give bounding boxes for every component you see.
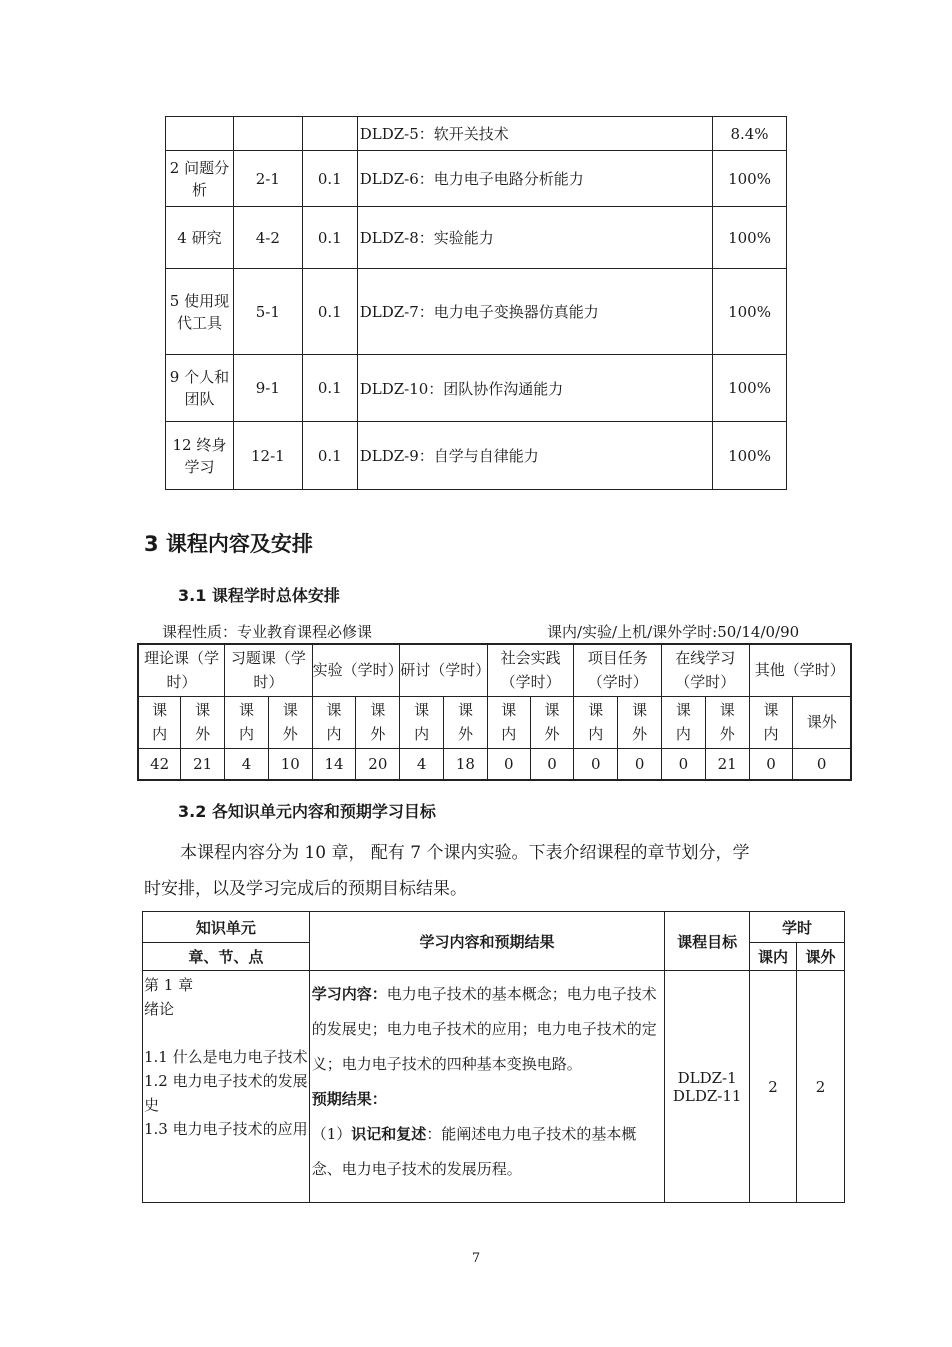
unit-line: 1.2 电力电子技术的发展史: [144, 1072, 308, 1114]
out-class-label: 课外: [705, 696, 749, 748]
goal-line: DLDZ-11: [672, 1086, 742, 1105]
hours-value: 0: [618, 748, 662, 780]
indicator-cell: 4-2: [233, 207, 302, 269]
header-hours: 学时: [750, 912, 845, 943]
hours-value: 0: [487, 748, 530, 780]
category-header: 习题课（学时）: [225, 644, 313, 696]
in-class-label: 课内: [662, 696, 706, 748]
category-header: 研讨（学时）: [400, 644, 488, 696]
table-row: [166, 117, 787, 151]
in-class-label: 课内: [400, 696, 444, 748]
std-cell: 9 个人和团队: [166, 355, 234, 422]
table-row: [166, 355, 787, 422]
requirement-mapping-table: [165, 116, 787, 490]
table-header-row: [143, 912, 845, 943]
indicator-cell: 9-1: [233, 355, 302, 422]
content-label: 学习内容：: [311, 985, 387, 1003]
content-text: 电力电子技术的基本概念；电力电子技术的发展史；电力电子技术的应用；电力电子技术的定义；电力电子技术的四种基本变换电路。: [311, 985, 657, 1073]
goal-cell: [665, 971, 750, 1203]
hours-value: 21: [705, 748, 749, 780]
hours-value: 0: [530, 748, 574, 780]
percent-cell: 8.4%: [713, 117, 787, 151]
category-header: 其他（学时）: [749, 644, 851, 696]
indicator-cell: [233, 117, 302, 151]
content-label: 预期结果：: [311, 1090, 387, 1108]
header-goal: 课程目标: [665, 912, 750, 971]
unit-line: 1.3 电力电子技术的应用: [144, 1120, 308, 1138]
header-in: 课内: [750, 943, 797, 971]
indicator-cell: 12-1: [233, 422, 302, 490]
out-class-label: 课外: [444, 696, 488, 748]
std-cell: 4 研究: [166, 207, 234, 269]
course-nature: 课程性质：专业教育课程必修课: [162, 623, 373, 641]
hours-value: 0: [662, 748, 706, 780]
section-heading: 3 课程内容及安排: [144, 532, 313, 556]
objective-cell: DLDZ-5：软开关技术: [357, 117, 712, 151]
objective-cell: DLDZ-8：实验能力: [357, 207, 712, 269]
hours-out-cell: 2: [797, 971, 845, 1203]
table-row: [166, 207, 787, 269]
table-row: [138, 748, 851, 780]
weight-cell: 0.1: [302, 151, 357, 207]
hours-value: 4: [225, 748, 269, 780]
out-class-label: 课外: [618, 696, 662, 748]
category-header: 在线学习（学时）: [662, 644, 750, 696]
std-cell: 12 终身学习: [166, 422, 234, 490]
paragraph-line: 本课程内容分为 10 章， 配有 7 个课内实验。下表介绍课程的章节划分，学: [180, 843, 750, 863]
hours-value: 21: [181, 748, 225, 780]
header-out: 课外: [797, 943, 845, 971]
unit-line: 绪论: [144, 1000, 175, 1018]
hours-value: 0: [749, 748, 793, 780]
objective-cell: DLDZ-9：自学与自律能力: [357, 422, 712, 490]
goal-line: DLDZ-1: [677, 1068, 737, 1087]
objective-cell: DLDZ-6：电力电子电路分析能力: [357, 151, 712, 207]
table-row: [166, 422, 787, 490]
hours-in-cell: 2: [750, 971, 797, 1203]
unit-line: 1.1 什么是电力电子技术: [144, 1048, 308, 1066]
out-class-label: 课外: [181, 696, 225, 748]
out-class-label: 课外: [793, 696, 851, 748]
objective-cell: DLDZ-10：团队协作沟通能力: [357, 355, 712, 422]
weight-cell: 0.1: [302, 207, 357, 269]
table-row: [166, 269, 787, 355]
out-class-label: 课外: [268, 696, 312, 748]
hours-value: 20: [356, 748, 400, 780]
std-cell: 5 使用现代工具: [166, 269, 234, 355]
weight-cell: 0.1: [302, 422, 357, 490]
weight-cell: 0.1: [302, 355, 357, 422]
content-item-label: 识记和复述: [351, 1125, 427, 1143]
hours-summary: 课内/实验/上机/课外学时:50/14/0/90: [547, 623, 800, 641]
objective-cell: DLDZ-7：电力电子变换器仿真能力: [357, 269, 712, 355]
in-class-label: 课内: [225, 696, 269, 748]
table-header-row: [138, 644, 851, 696]
in-class-label: 课内: [312, 696, 356, 748]
knowledge-unit-table: [142, 911, 845, 1203]
weight-cell: [302, 117, 357, 151]
category-header: 社会实践（学时）: [487, 644, 574, 696]
percent-cell: 100%: [713, 269, 787, 355]
page-number: 7: [471, 1251, 481, 1266]
unit-cell: [143, 971, 310, 1203]
header-unit: 知识单元: [143, 912, 310, 943]
percent-cell: 100%: [713, 422, 787, 490]
table-subheader-row: [138, 696, 851, 748]
in-class-label: 课内: [487, 696, 530, 748]
hours-value: 18: [444, 748, 488, 780]
in-class-label: 课内: [138, 696, 181, 748]
table-row: [166, 151, 787, 207]
hours-value: 10: [268, 748, 312, 780]
subsection-heading-3-2: 3.2 各知识单元内容和预期学习目标: [178, 802, 436, 821]
percent-cell: 100%: [713, 207, 787, 269]
percent-cell: 100%: [713, 151, 787, 207]
weight-cell: 0.1: [302, 269, 357, 355]
category-header: 实验（学时）: [312, 644, 400, 696]
content-item-text: ：能阐述电力电子技术的基本概念、电力电子技术的发展历程。: [311, 1125, 637, 1178]
content-item-prefix: （1）: [311, 1125, 352, 1143]
hours-value: 42: [138, 748, 181, 780]
out-class-label: 课外: [356, 696, 400, 748]
header-unit-sub: 章、节、点: [143, 943, 310, 971]
table-row: [143, 971, 845, 1203]
indicator-cell: 2-1: [233, 151, 302, 207]
percent-cell: 100%: [713, 355, 787, 422]
hours-value: 14: [312, 748, 356, 780]
category-header: 理论课（学时）: [138, 644, 225, 696]
out-class-label: 课外: [530, 696, 574, 748]
in-class-label: 课内: [749, 696, 793, 748]
header-content: 学习内容和预期结果: [309, 912, 664, 971]
subsection-heading-3-1: 3.1 课程学时总体安排: [178, 586, 340, 605]
hours-value: 0: [793, 748, 851, 780]
paragraph-line: 时安排，以及学习完成后的预期目标结果。: [144, 879, 467, 899]
in-class-label: 课内: [574, 696, 618, 748]
unit-line: 第 1 章: [144, 976, 194, 994]
indicator-cell: 5-1: [233, 269, 302, 355]
hours-value: 0: [574, 748, 618, 780]
hours-value: 4: [400, 748, 444, 780]
content-cell: [309, 971, 664, 1203]
category-header: 项目任务（学时）: [574, 644, 662, 696]
std-cell: 2 问题分析: [166, 151, 234, 207]
std-cell: [166, 117, 234, 151]
unit-spacer: [144, 1021, 308, 1045]
hours-table: [137, 643, 852, 781]
